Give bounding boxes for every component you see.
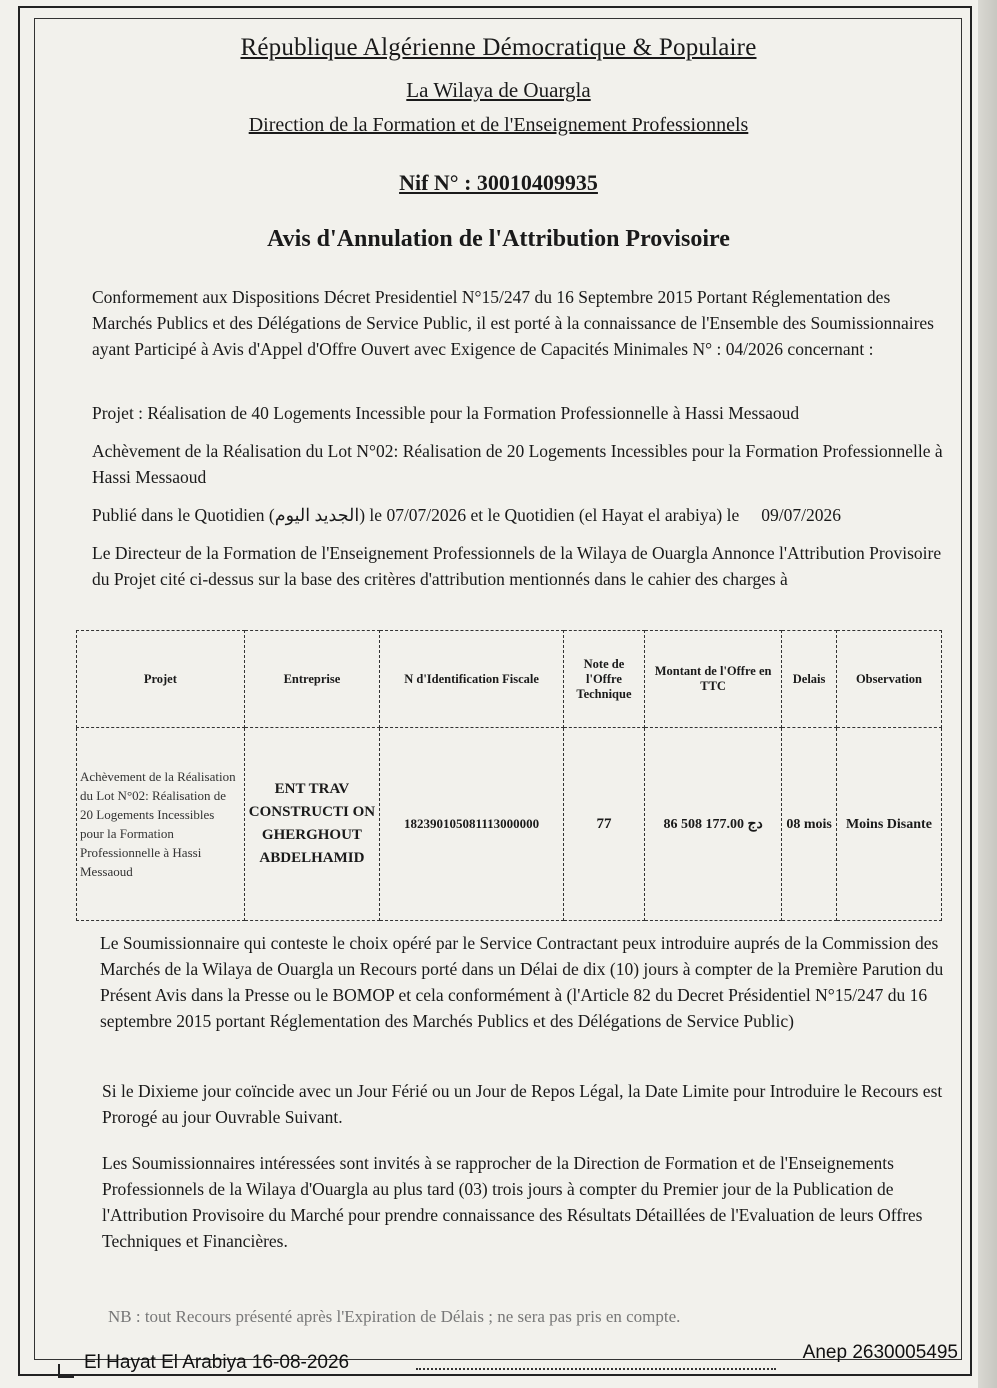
cell-delais: 08 mois	[782, 728, 837, 921]
footer-dotted-line	[416, 1368, 776, 1370]
republic-heading: République Algérienne Démocratique & Populaire	[240, 34, 757, 61]
publication-date: 09/07/2026	[761, 505, 841, 525]
recours-paragraph: Le Soumissionnaire qui conteste le choix opéré par le Service Contractant peux introduire auprés de la Commission des Marchés de la Wilaya de Ouargla un Recours porté dans un Délai de dix (10) jours à compter de la Première Parution du Présent Avis dans la Presse ou le BOMOP et cela conformément à (l'Article 82 du Decret Présidentiel N°15/247 du 16 septembre 2015 portant Réglementation des Marchés Publics et des Délégations de Service Public)	[100, 933, 944, 1031]
intro-paragraph: Conformement aux Dispositions Décret Presidentiel N°15/247 du 16 Septembre 2015 Portant Réglementation des Marchés Publics et des Délégations de Service Public, il est porté à la connaissance de l'Ensemble des Soumissionnaires ayant Participé à Avis d'Appel d'Offre Ouvert avec Exigence de Capacités Minimales N° : 04/2026 concernant :	[92, 287, 934, 359]
table-row	[77, 728, 942, 921]
cell-observation: Moins Disante	[836, 728, 941, 921]
projet-paragraph: Projet : Réalisation de 40 Logements Incessible pour la Formation Professionnelle à Hassi Messaoud	[92, 403, 800, 423]
publication-paragraph	[92, 502, 952, 528]
header-entreprise: Entreprise	[244, 631, 379, 728]
header-projet: Projet	[77, 631, 245, 728]
attribution-table	[76, 630, 942, 921]
header-nif: N d'Identification Fiscale	[380, 631, 564, 728]
header-montant: Montant de l'Offre en TTC	[644, 631, 781, 728]
table-header-row	[77, 631, 942, 728]
wilaya-heading: La Wilaya de Ouargla	[406, 78, 591, 102]
invites-paragraph: Les Soumissionnaires intéressées sont invités à se rapprocher de la Direction de Formation et de l'Enseignements Professionnels de la Wilaya d'Ouargla au plus tard (03) trois jours à compter du Premier jour de la Publication de l'Attribution Provisoire du Marché pour prendre connaissance des Résultats Détaillées de l'Evaluation de leurs Offres Techniques et Financières.	[102, 1153, 923, 1251]
cell-note: 77	[564, 728, 645, 921]
nif-number: Nif N° : 30010409935	[399, 170, 598, 195]
direction-heading: Direction de la Formation et de l'Enseignement Professionnels	[248, 114, 749, 136]
cell-entreprise: ENT TRAV CONSTRUCTI ON GHERGHOUT ABDELHAMID	[244, 728, 379, 921]
cell-montant: 86 508 177.00 دج	[644, 728, 781, 921]
publication-text: Publié dans le Quotidien (الجديد اليوم) le 07/07/2026 et le Quotidien (el Hayat el arabiya) le	[92, 505, 740, 525]
notice-title: Avis d'Annulation de l'Attribution Provisoire	[267, 226, 730, 252]
header-observation: Observation	[836, 631, 941, 728]
cell-projet: Achèvement de la Réalisation du Lot N°02: Réalisation de 20 Logements Incessibles pour la Formation Professionnelle à Hassi Messaoud	[77, 728, 245, 921]
cell-nif: 182390105081113000000	[380, 728, 564, 921]
directeur-paragraph: Le Directeur de la Formation de l'Enseignement Professionnels de la Wilaya de Ouargla Annonce l'Attribution Provisoire du Projet cité ci-dessus sur la base des critères d'attribution mentionnés dans le cahier des charges à	[92, 543, 942, 589]
achevement-paragraph: Achèvement de la Réalisation du Lot N°02: Réalisation de 20 Logements Incessibles pour la Formation Professionnelle à Hassi Messaoud	[92, 441, 943, 487]
ferie-paragraph: Si le Dixieme jour coïncide avec un Jour Férié ou un Jour de Repos Légal, la Date Limite pour Introduire le Recours est Prorogé au jour Ouvrable Suivant.	[102, 1081, 943, 1127]
header-note: Note de l'Offre Technique	[564, 631, 645, 728]
nb-note: NB : tout Recours présenté après l'Expiration de Délais ; ne sera pas pris en compte.	[108, 1307, 681, 1326]
footer	[56, 1342, 966, 1376]
footer-anep-reference: Anep 2630005495	[802, 1342, 958, 1363]
header-delais: Delais	[782, 631, 837, 728]
adjacent-page-strip	[978, 0, 997, 1388]
footer-publication: El Hayat El Arabiya 16-08-2026	[84, 1352, 350, 1373]
